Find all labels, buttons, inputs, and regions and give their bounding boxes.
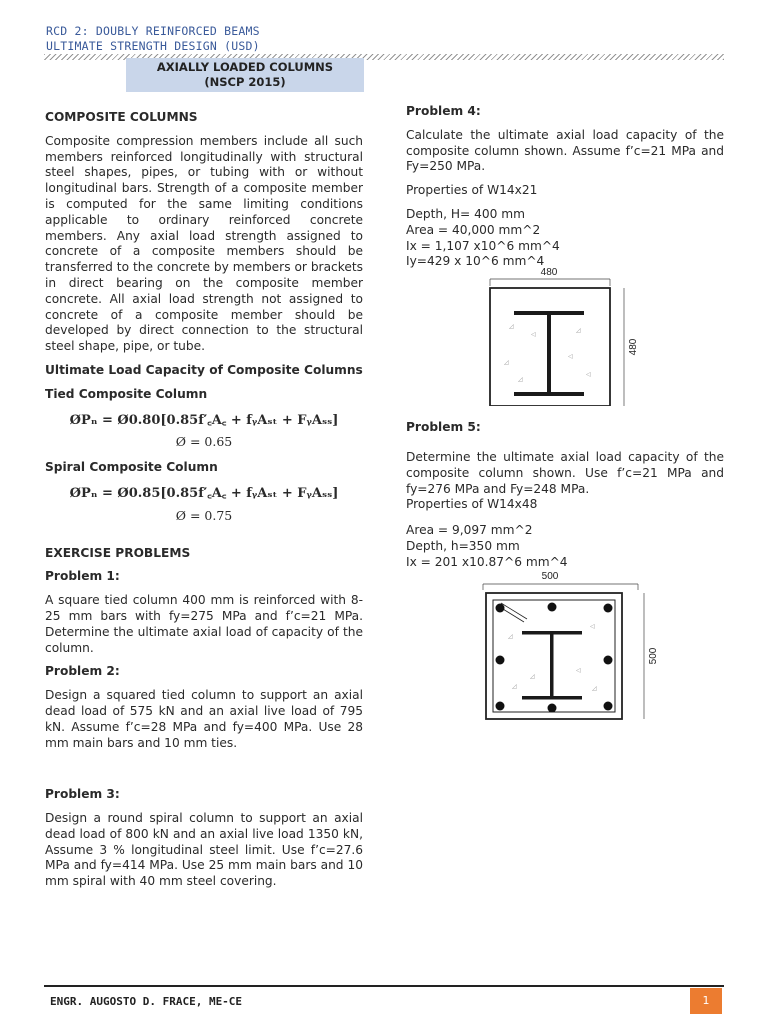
svg-text:◿: ◿ xyxy=(508,634,513,640)
problem-4-properties: Properties of W14x21 xyxy=(406,183,538,198)
exercise-heading: EXERCISE PROBLEMS xyxy=(45,545,191,560)
fig2-rebar xyxy=(496,604,505,613)
problem-4-text: Calculate the ultimate axial load capacity of the composite column shown. Assume f’c=21 MPa and Fy=250 MPa. xyxy=(406,127,724,174)
fig2-top-flange xyxy=(522,631,582,635)
course-subtitle: ULTIMATE STRENGTH DESIGN (USD) xyxy=(46,39,260,53)
section-title: AXIALLY LOADED COLUMNS xyxy=(156,60,334,74)
fig2-bottom-flange xyxy=(522,696,582,700)
fig2-width-label: 500 xyxy=(541,571,559,582)
tied-heading: Tied Composite Column xyxy=(45,386,208,401)
problem-1-heading: Problem 1: xyxy=(45,569,120,584)
fig2-rebar xyxy=(548,704,557,713)
tied-phi: Ø = 0.65 xyxy=(175,434,233,450)
footer-rule xyxy=(44,985,724,987)
spiral-heading: Spiral Composite Column xyxy=(45,460,218,475)
section-code: (NSCP 2015) xyxy=(204,75,286,89)
svg-text:◿: ◿ xyxy=(530,674,535,680)
fig2-concrete-section xyxy=(486,593,622,719)
spiral-formula: ØPₙ = Ø0.85[0.85f′꜀A꜀ + fᵧAₛₜ + FᵧAₛₛ] xyxy=(69,485,339,501)
svg-text:◁: ◁ xyxy=(531,332,536,338)
fig1-height-label: 480 xyxy=(628,338,639,356)
problem-4-area: Area = 40,000 mm^2 xyxy=(406,222,541,237)
page-number: 1 xyxy=(690,988,722,1014)
svg-text:◿: ◿ xyxy=(576,328,581,334)
svg-text:◿: ◿ xyxy=(518,377,523,383)
fig2-rebar xyxy=(604,604,613,613)
problem-4-iy: Iy=429 x 10^6 mm^4 xyxy=(406,254,545,269)
footer-author: ENGR. AUGOSTO D. FRACE, ME-CE xyxy=(50,995,243,1008)
svg-text:◿: ◿ xyxy=(512,684,517,690)
problem-5-area: Area = 9,097 mm^2 xyxy=(406,523,533,538)
capacity-heading: Ultimate Load Capacity of Composite Columns xyxy=(45,362,363,377)
spiral-phi: Ø = 0.75 xyxy=(175,507,233,523)
composite-intro: Composite compression members include all such members reinforced longitudinally with structural steel shapes, pipes, or tubing with or without longitudinal bars. Strength of a composite member is computed for the same limiting conditions applicable to ordinary reinforced concrete members. Any axial load strength assigned to concrete of a composite members should be transferred to the concrete by members or brackets in direct bearing on the composite member concrete. All axial load strength not assigned to concrete of a composite member should be developed by direct connection to the structural steel shape, pipe, or tube. xyxy=(45,133,363,354)
svg-text:◁: ◁ xyxy=(590,624,595,630)
problem-5-properties: Properties of W14x48 xyxy=(406,497,538,512)
figure-w14x21-section xyxy=(476,266,646,406)
problem-4-heading: Problem 4: xyxy=(406,104,481,118)
fig2-web xyxy=(550,634,554,696)
fig2-rebar xyxy=(548,603,557,612)
fig1-top-flange xyxy=(514,311,584,315)
fig2-height-label: 500 xyxy=(648,647,659,665)
figure-w14x48-section xyxy=(478,568,728,728)
problem-4-ix: Ix = 1,107 x10^6 mm^4 xyxy=(406,238,560,253)
fig1-width-label: 480 xyxy=(540,267,558,278)
course-title: RCD 2: DOUBLY REINFORCED BEAMS xyxy=(46,24,260,38)
svg-text:◿: ◿ xyxy=(509,324,514,330)
svg-text:◁: ◁ xyxy=(586,372,591,378)
problem-4-depth: Depth, H= 400 mm xyxy=(406,206,526,221)
problem-2-heading: Problem 2: xyxy=(45,664,120,679)
svg-text:◿: ◿ xyxy=(504,360,509,366)
problem-3-heading: Problem 3: xyxy=(45,787,120,802)
problem-1-text: A square tied column 400 mm is reinforced with 8-25 mm bars with fy=275 MPa and f’c=21 MPa. Determine the ultimate axial load of capacity of the column. xyxy=(45,593,363,655)
problem-2-text: Design a squared tied column to support an axial dead load of 575 kN and an axial live load of 795 kN. Assume f’c=28 MPa and fy=400 MPa. Use 28 mm main bars and 10 mm ties. xyxy=(45,688,363,750)
fig1-web xyxy=(547,315,551,393)
right-column xyxy=(406,104,724,692)
section-title-box xyxy=(126,58,364,92)
composite-heading: COMPOSITE COLUMNS xyxy=(45,110,198,124)
fig1-bottom-flange xyxy=(514,392,584,396)
left-column xyxy=(45,110,363,898)
problem-3-text: Design a round spiral column to support an axial dead load of 800 kN and an axial live load 1350 kN, Assume 3 % longitudinal steel limit. Use f’c=27.6 MPa and fy=414 MPa. Use 25 mm main bars and 10 mm spiral with 40 mm steel covering. xyxy=(45,811,363,889)
svg-text:◿: ◿ xyxy=(592,686,597,692)
tied-formula: ØPₙ = Ø0.80[0.85f′꜀A꜀ + fᵧAₛₜ + FᵧAₛₛ] xyxy=(69,412,339,428)
fig2-rebar xyxy=(604,656,613,665)
problem-5-heading: Problem 5: xyxy=(406,420,481,435)
fig2-rebar xyxy=(496,702,505,711)
svg-text:◁: ◁ xyxy=(568,354,573,360)
fig2-rebar xyxy=(604,702,613,711)
svg-text:◁: ◁ xyxy=(576,668,581,674)
problem-5-text: Determine the ultimate axial load capacity of the composite column shown. Use f’c=21 MPa and fy=276 MPa and Fy=248 MPa. xyxy=(406,449,724,496)
problem-5-depth: Depth, h=350 mm xyxy=(406,538,520,553)
fig2-rebar xyxy=(496,656,505,665)
problem-5-ix: Ix = 201 x10.87^6 mm^4 xyxy=(406,554,568,569)
